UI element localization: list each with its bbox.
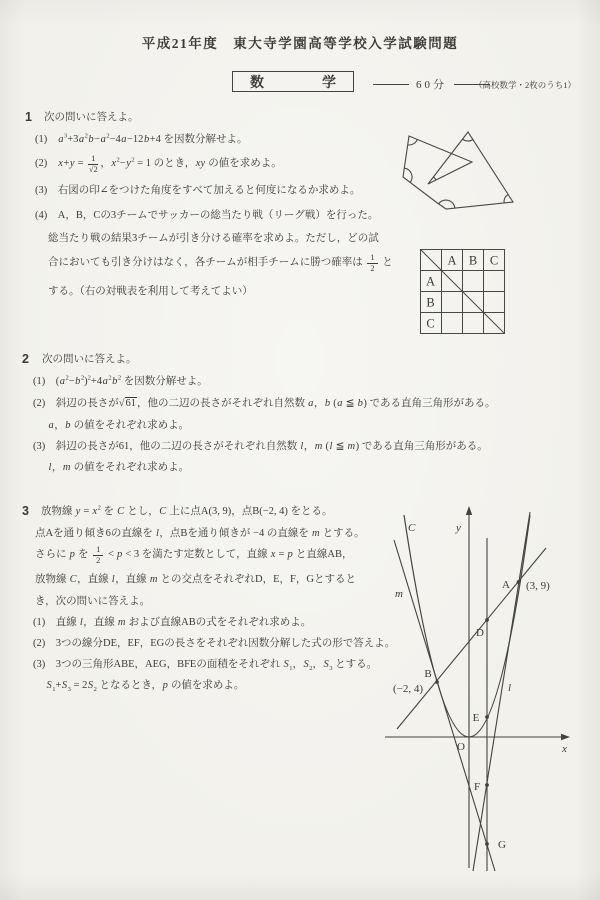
label-point-a: A (502, 579, 510, 591)
point-d-dot (485, 618, 489, 622)
p3-q2: (2) 3つの線分DE，EF，EGの長さをそれぞれ因数分解した式の形で答えよ。 (33, 638, 396, 649)
y-axis-arrow (466, 506, 472, 515)
angle-arc (504, 194, 508, 203)
x-axis-arrow (561, 734, 570, 740)
angle-arc (408, 139, 418, 145)
p1-intro: 次の問いに答えよ。 (44, 112, 139, 123)
p2-q1: (1) $(a^2-b^2)^2+4a^2b^2$ を因数分解せよ。 (33, 374, 208, 387)
point-f-dot (485, 783, 489, 787)
league-table (420, 249, 508, 337)
p1-q4-line3: 合においても引き分けはなく，各チームが相手チームに勝つ確率は $\frac{1}{2}$ と (48, 253, 393, 273)
subject-box (232, 71, 354, 92)
p2-q3-line1: (3) 斜辺の長さが61，他の二辺の長さがそれぞれ自然数 l，m (l ≦ m) である直角三角形がある。 (33, 441, 488, 452)
label-point-b-coord: (−2, 4) (393, 683, 424, 695)
table-col-header: A (447, 253, 457, 268)
point-g-dot (485, 842, 489, 846)
p2-number: 2 (22, 352, 29, 366)
graph-figure (380, 505, 580, 880)
label-point-e: E (472, 712, 480, 724)
label-x-axis: x (562, 743, 567, 755)
line-ab (397, 548, 546, 729)
point-e-dot (485, 715, 489, 719)
table-row-header: C (426, 316, 435, 331)
p3-intro-line2: 点Aを通り傾き6の直線を l，点Bを通り傾きが −4 の直線を m とする。 (35, 528, 365, 539)
p2-q3-line2: l，m の値をそれぞれ求めよ。 (48, 462, 190, 473)
p3-intro-line5: き，次の問いに答えよ。 (35, 596, 151, 607)
label-point-d: D (476, 627, 484, 639)
label-point-f: F (473, 781, 481, 793)
page-title: 平成21年度 東大寺学園高等学校入学試験問題 (141, 36, 459, 51)
line-l (473, 512, 530, 871)
point-a-dot (517, 580, 521, 584)
p1-q3: (3) 右図の印∠をつけた角度をすべて加えると何度になるか求めよ。 (35, 185, 361, 196)
line-m (394, 540, 495, 871)
label-point-b: B (424, 668, 432, 680)
duration-minutes: 60分 (416, 79, 447, 91)
p1-q2: (2) x+y = $\frac{1}{√2}$ ，$x^2-y^2 = 1$ のとき，xy の値を求めよ。 (35, 154, 282, 174)
table-col-header: B (468, 253, 478, 268)
p3-intro-line1: 放物線 $y = x^2$ を C とし，C 上に点A(3, 9)，点B(−2, 4) をとる。 (41, 504, 333, 517)
table-row-header: A (425, 274, 436, 289)
label-line-m: m (395, 588, 403, 600)
table-row-header: B (426, 295, 435, 310)
p3-q1: (1) 直線 l，直線 m および直線ABの式をそれぞれ求めよ。 (33, 617, 312, 628)
p3-q3-line1: (3) 3つの三角形ABE，AEG，BFEの面積をそれぞれ $S_1$，$S_2$，$S_3$ とする。 (33, 659, 378, 673)
duration-note: （高校数学・2枚のうち1） (474, 80, 577, 90)
label-line-l: l (508, 682, 512, 694)
angle-arc (439, 200, 455, 208)
p3-q3-line2: $S_1+S_3 = 2S_2$ となるとき，p の値を求めよ。 (46, 680, 245, 694)
label-origin: O (457, 741, 465, 753)
p3-intro-line4: 放物線 C，直線 l，直線 m との交点をそれぞれD，E，F，Gとすると (35, 574, 356, 585)
label-point-g: G (498, 839, 506, 851)
label-curve-c: C (408, 522, 416, 534)
polygon-outline (403, 132, 513, 209)
p1-q4-line2: 総当たり戦の結果3チームが引き分ける確率を求めよ。ただし，どの試 (48, 233, 379, 244)
p1-q1: (1) $a^3+3a^2b-a^2-4a-12b+4$ を因数分解せよ。 (35, 132, 248, 145)
p2-intro: 次の問いに答えよ。 (42, 354, 137, 365)
parabola-c (404, 515, 530, 737)
p1-q4-line1: (4) A，B，Cの3チームでサッカーの総当たり戦（リーグ戦）を行った。 (35, 210, 379, 221)
angle-arc (434, 177, 437, 180)
label-point-a-coord: (3, 9) (526, 580, 550, 592)
p3-intro-line3: さらに p を $\frac{1}{2}$ < p < 3 を満たす定数として，直線 x = p と直線AB， (35, 545, 353, 565)
angle-arc (463, 139, 473, 141)
duration-rule-left (373, 84, 409, 85)
label-y-axis: y (456, 522, 461, 534)
subject-char-2: 学 (322, 75, 336, 91)
angles-figure (390, 118, 530, 218)
subject-char-1: 数 (250, 75, 264, 91)
point-b-dot (435, 680, 439, 684)
p3-number: 3 (22, 504, 29, 518)
p1-number: 1 (25, 110, 32, 124)
p2-q2-line2: a，b の値をそれぞれ求めよ。 (48, 420, 190, 431)
table-col-header: C (489, 253, 499, 268)
p1-q4-line4: する。（右の対戦表を利用して考えてよい） (48, 286, 253, 297)
p2-q2-line1: (2) 斜辺の長さが√61，他の二辺の長さがそれぞれ自然数 a，b (a ≦ b) である直角三角形がある。 (33, 398, 496, 409)
